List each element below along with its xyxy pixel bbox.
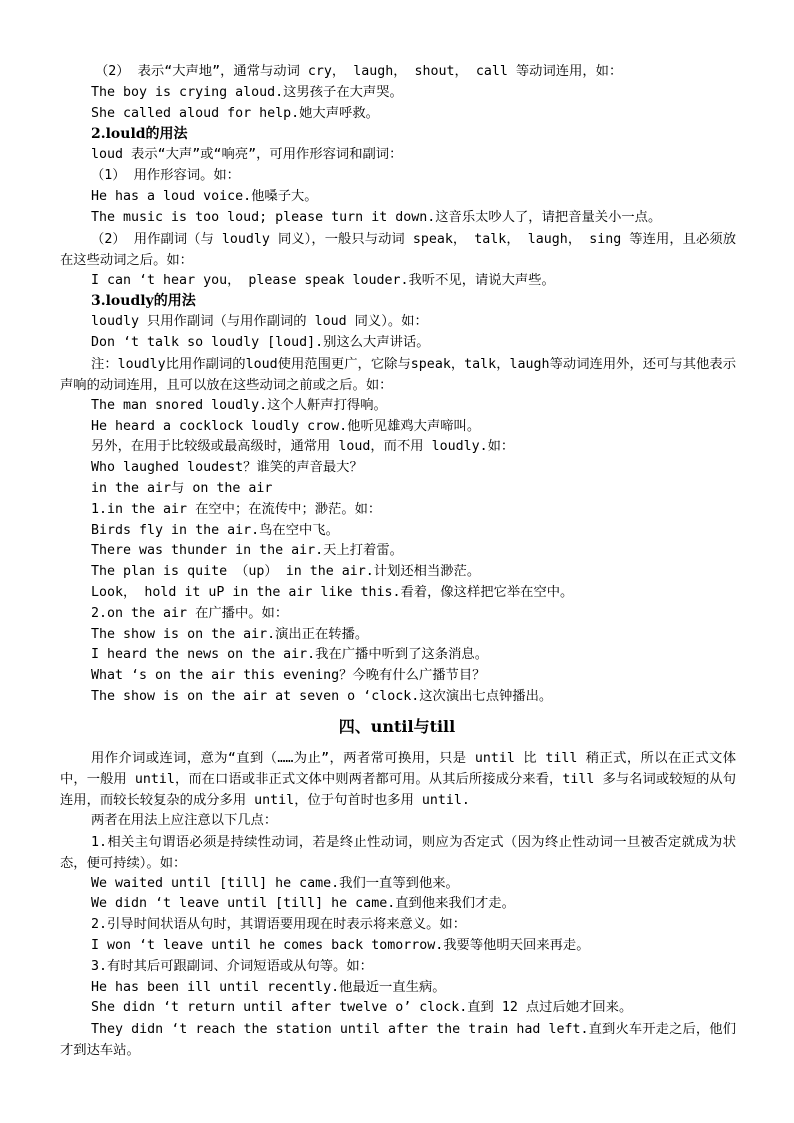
text-line: 2.on the air 在广播中。如： — [91, 606, 289, 621]
subheading-loudly: 3.loudly的用法 — [91, 293, 196, 309]
text-line: She didn ‘t return until after twelve o’ clock.直到 12 点过后她才回来。 — [91, 1000, 633, 1015]
text-line: （1） 用作形容词。如： — [91, 168, 240, 183]
text-line: He has been ill until recently.他最近一直生病。 — [91, 980, 446, 995]
text-line: The music is too loud; please turn it down.这音乐太吵人了，请把音量关小一点。 — [91, 210, 662, 225]
text-line: The show is on the air at seven o ‘clock.这次演出七点钟播出。 — [91, 689, 553, 704]
text-line: 1.in the air 在空中；在流传中；渺茫。如： — [91, 502, 382, 517]
section-title: 四、until与till — [338, 717, 456, 736]
paragraph-note: 注：loudly比用作副词的loud使用范围更广，它除与speak，talk，laugh等动词连用外，还可与其他表示声响的动词连用，且可以放在这些动词之前或之后。如： — [60, 357, 736, 393]
subheading-loud: 2.lould的用法 — [91, 126, 188, 142]
text-line: 另外，在用于比较级或最高级时，通常用 loud，而不用 loudly.如： — [91, 439, 515, 454]
text-line: What ‘s on the air this evening？今晚有什么广播节目？ — [91, 668, 486, 683]
text-line: Birds fly in the air.鸟在空中飞。 — [91, 523, 339, 538]
text-line: There was thunder in the air.天上打着雷。 — [91, 543, 403, 558]
text-line: The boy is crying aloud.这男孩子在大声哭。 — [91, 85, 403, 100]
text-line: I won ‘t leave until he comes back tomorrow.我要等他明天回来再走。 — [91, 938, 590, 953]
text-line: We waited until [till] he came.我们一直等到他来。 — [91, 876, 459, 891]
text-line: We didn ‘t leave until [till] he came.直到他来我们才走。 — [91, 896, 515, 911]
text-line: Don ‘t talk so loudly [loud].别这么大声讲话。 — [91, 335, 430, 350]
text-line: I heard the news on the air.我在广播中听到了这条消息。 — [91, 647, 489, 662]
paragraph-loud-adverb: （2） 用作副词（与 loudly 同义），一般只与动词 speak， talk， laugh， sing 等连用，且必须放在这些动词之后。如： — [60, 232, 736, 268]
text-line: loudly 只用作副词（与用作副词的 loud 同义）。如： — [91, 314, 428, 329]
text-line: Look， hold it uP in the air like this.看着，像这样把它举在空中。 — [91, 585, 574, 600]
paragraph-point1: 1.相关主句谓语必须是持续性动词，若是终止性动词，则应为否定式（因为终止性动词一旦被否定就成为状态，便可持续）。如： — [60, 835, 736, 871]
text-line: （2） 表示“大声地”，通常与动词 cry， laugh， shout， call 等动词连用，如： — [95, 64, 623, 79]
text-line: in the air与 on the air — [91, 481, 273, 496]
text-line: The show is on the air.演出正在转播。 — [91, 627, 369, 642]
text-line: The plan is quite （up） in the air.计划还相当渺茫。 — [91, 564, 481, 579]
text-line: The man snored loudly.这个人鼾声打得响。 — [91, 398, 387, 413]
paragraph-until: 用作介词或连词，意为“直到（……为止”，两者常可换用，只是 until 比 till 稍正式，所以在正式文体中，一般用 until，而在口语或非正式文体中则两者都可用。从其后所接成分来看，till 多与名词或较短的从句连用，而较长较复杂的成分多用 until，位于句首时也多用 until. — [60, 751, 736, 808]
text-line: 3.有时其后可跟副词、介词短语或从句等。如： — [91, 959, 373, 974]
text-line: loud 表示“大声”或“响亮”，可用作形容词和副词： — [91, 147, 403, 162]
text-line: 2.引导时间状语从句时，其谓语要用现在时表示将来意义。如： — [91, 917, 467, 932]
paragraph-last: They didn ‘t reach the station until after the train had left.直到火车开走之后，他们才到达车站。 — [60, 1022, 736, 1058]
text-line: 两者在用法上应注意以下几点： — [91, 813, 278, 828]
text-line: She called aloud for help.她大声呼救。 — [91, 106, 379, 121]
text-line: Who laughed loudest？谁笑的声音最大？ — [91, 460, 363, 475]
text-line: He has a loud voice.他嗓子大。 — [91, 189, 318, 204]
text-line: He heard a cocklock loudly crow.他听见雄鸡大声啼叫。 — [91, 419, 481, 434]
text-line: I can ‘t hear you， please speak louder.我听不见，请说大声些。 — [91, 273, 555, 288]
